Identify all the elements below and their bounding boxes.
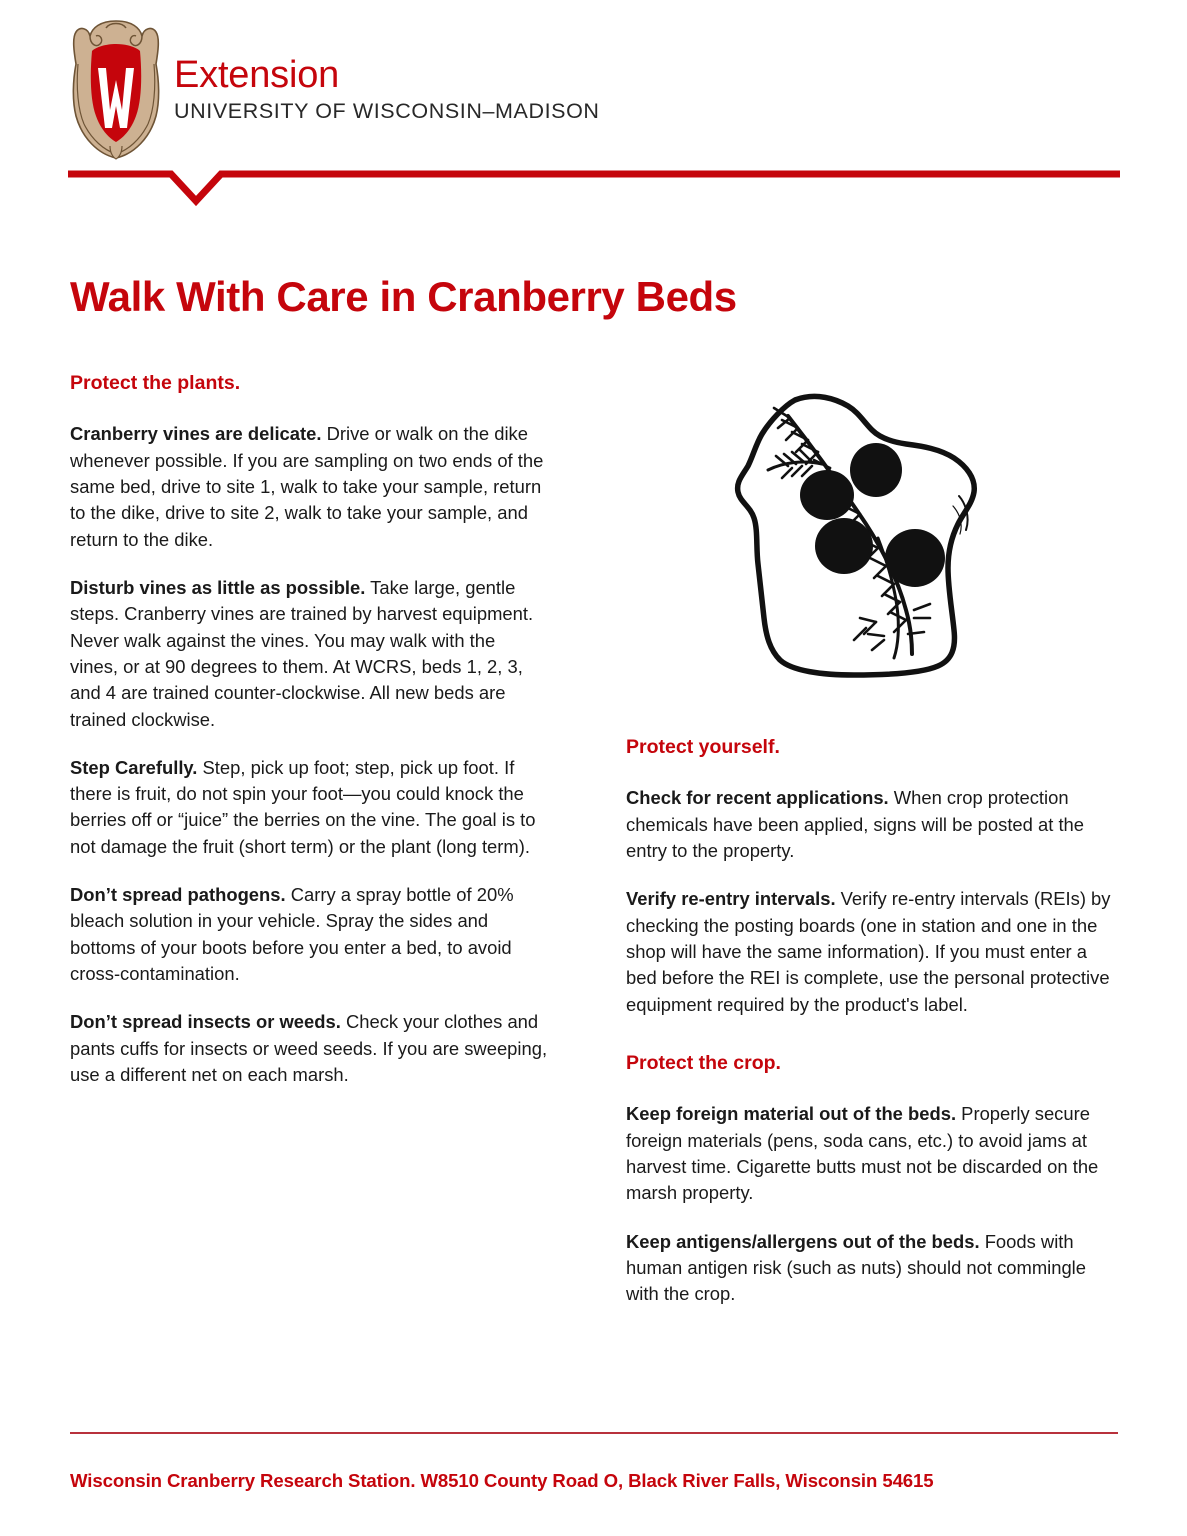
extension-wordmark — [174, 56, 600, 123]
right-column — [626, 736, 1114, 1307]
paragraph-lead: Cranberry vines are delicate. — [70, 423, 322, 445]
paragraph-cranberry-vines-delicate — [70, 421, 548, 553]
paragraph-check-recent-applications — [626, 785, 1114, 864]
paragraph-lead: Keep foreign material out of the beds. — [626, 1103, 957, 1125]
page-title: Walk With Care in Cranberry Beds — [70, 273, 737, 321]
cranberry-berry — [850, 443, 902, 497]
cranberry-berry — [800, 470, 854, 520]
section-heading-protect-yourself: Protect yourself. — [626, 736, 780, 758]
paragraph-lead: Verify re-entry intervals. — [626, 888, 836, 910]
paragraph-verify-reentry-intervals — [626, 886, 1114, 1018]
paragraph-disturb-vines — [70, 575, 548, 733]
footer-address: Wisconsin Cranberry Research Station. W8510 County Road O, Black River Falls, Wisconsin 54615 — [70, 1470, 934, 1491]
cranberry-berry — [815, 518, 873, 574]
paragraph-text: When crop protection chemicals have been applied, signs will be posted at the entry to the property. — [626, 787, 1085, 862]
paragraph-text: Foods with human antigen risk (such as nuts) should not commingle with the crop. — [626, 1230, 1086, 1305]
paragraph-lead: Don’t spread insects or weeds. — [70, 1011, 341, 1033]
paragraph-lead: Don’t spread pathogens. — [70, 884, 286, 906]
paragraph-lead: Step Carefully. — [70, 756, 198, 778]
wisconsin-cranberry-vine-illustration — [726, 378, 990, 684]
paragraph-lead: Keep antigens/allergens out of the beds. — [626, 1230, 980, 1252]
wordmark-extension: Extension — [174, 54, 340, 97]
paragraph-text: Properly secure foreign materials (pens, soda cans, etc.) to avoid jams at harvest time. Cigarette butts must not be discarded on the marsh property. — [626, 1103, 1099, 1204]
paragraph-step-carefully — [70, 755, 548, 860]
section-heading-protect-the-crop: Protect the crop. — [626, 1051, 781, 1074]
wordmark-university: UNIVERSITY OF WISCONSIN–MADISON — [174, 99, 600, 124]
paragraph-text: Drive or walk on the dike whenever possible. If you are sampling on two ends of the same bed, drive to site 1, walk to take your sample, return to the dike, drive to site 2, walk to take your sample, and return to the dike. — [70, 423, 544, 550]
paragraph-lead: Check for recent applications. — [626, 787, 889, 809]
paragraph-lead: Disturb vines as little as possible. — [70, 576, 366, 598]
paragraph-text: Check your clothes and pants cuffs for insects or weed seeds. If you are sweeping, use a different net on each marsh. — [70, 1011, 548, 1085]
paragraph-dont-spread-pathogens — [70, 882, 548, 987]
paragraph-keep-antigens-allergens-out — [626, 1229, 1114, 1308]
extension-logo — [70, 18, 600, 161]
paragraph-text: Step, pick up foot; step, pick up foot. If there is fruit, do not spin your foot—you could knock the berries off or “juice” the berries on the vine. The goal is to not damage the fruit (short term) or the plant (long term). — [70, 756, 536, 857]
header-rule-with-chevron — [68, 168, 1120, 208]
cranberry-berry — [885, 529, 945, 587]
paragraph-text: Take large, gentle steps. Cranberry vines are trained by harvest equipment. Never walk against the vines. You may walk with the vines, or at 90 degrees to them. At WCRS, beds 1, 2, 3, and 4 are trained counter-clockwise. All new beds are trained clockwise. — [70, 576, 534, 730]
paragraph-text: Carry a spray bottle of 20% bleach solution in your vehicle. Spray the sides and bottoms of your boots before you enter a bed, to avoid cross-contamination. — [70, 884, 514, 985]
uw-crest-icon — [70, 18, 162, 161]
left-column — [70, 372, 548, 1088]
paragraph-keep-foreign-material-out — [626, 1101, 1114, 1206]
footer-divider — [70, 1432, 1118, 1434]
paragraph-text: Verify re-entry intervals (REIs) by checking the posting boards (one in station and one in the shop will have the same information). If you must enter a bed before the REI is complete, use the personal protective equipment required by the product's label. — [626, 888, 1111, 1015]
paragraph-dont-spread-insects-weeds — [70, 1009, 548, 1088]
section-heading-protect-the-plants: Protect the plants. — [70, 372, 241, 394]
